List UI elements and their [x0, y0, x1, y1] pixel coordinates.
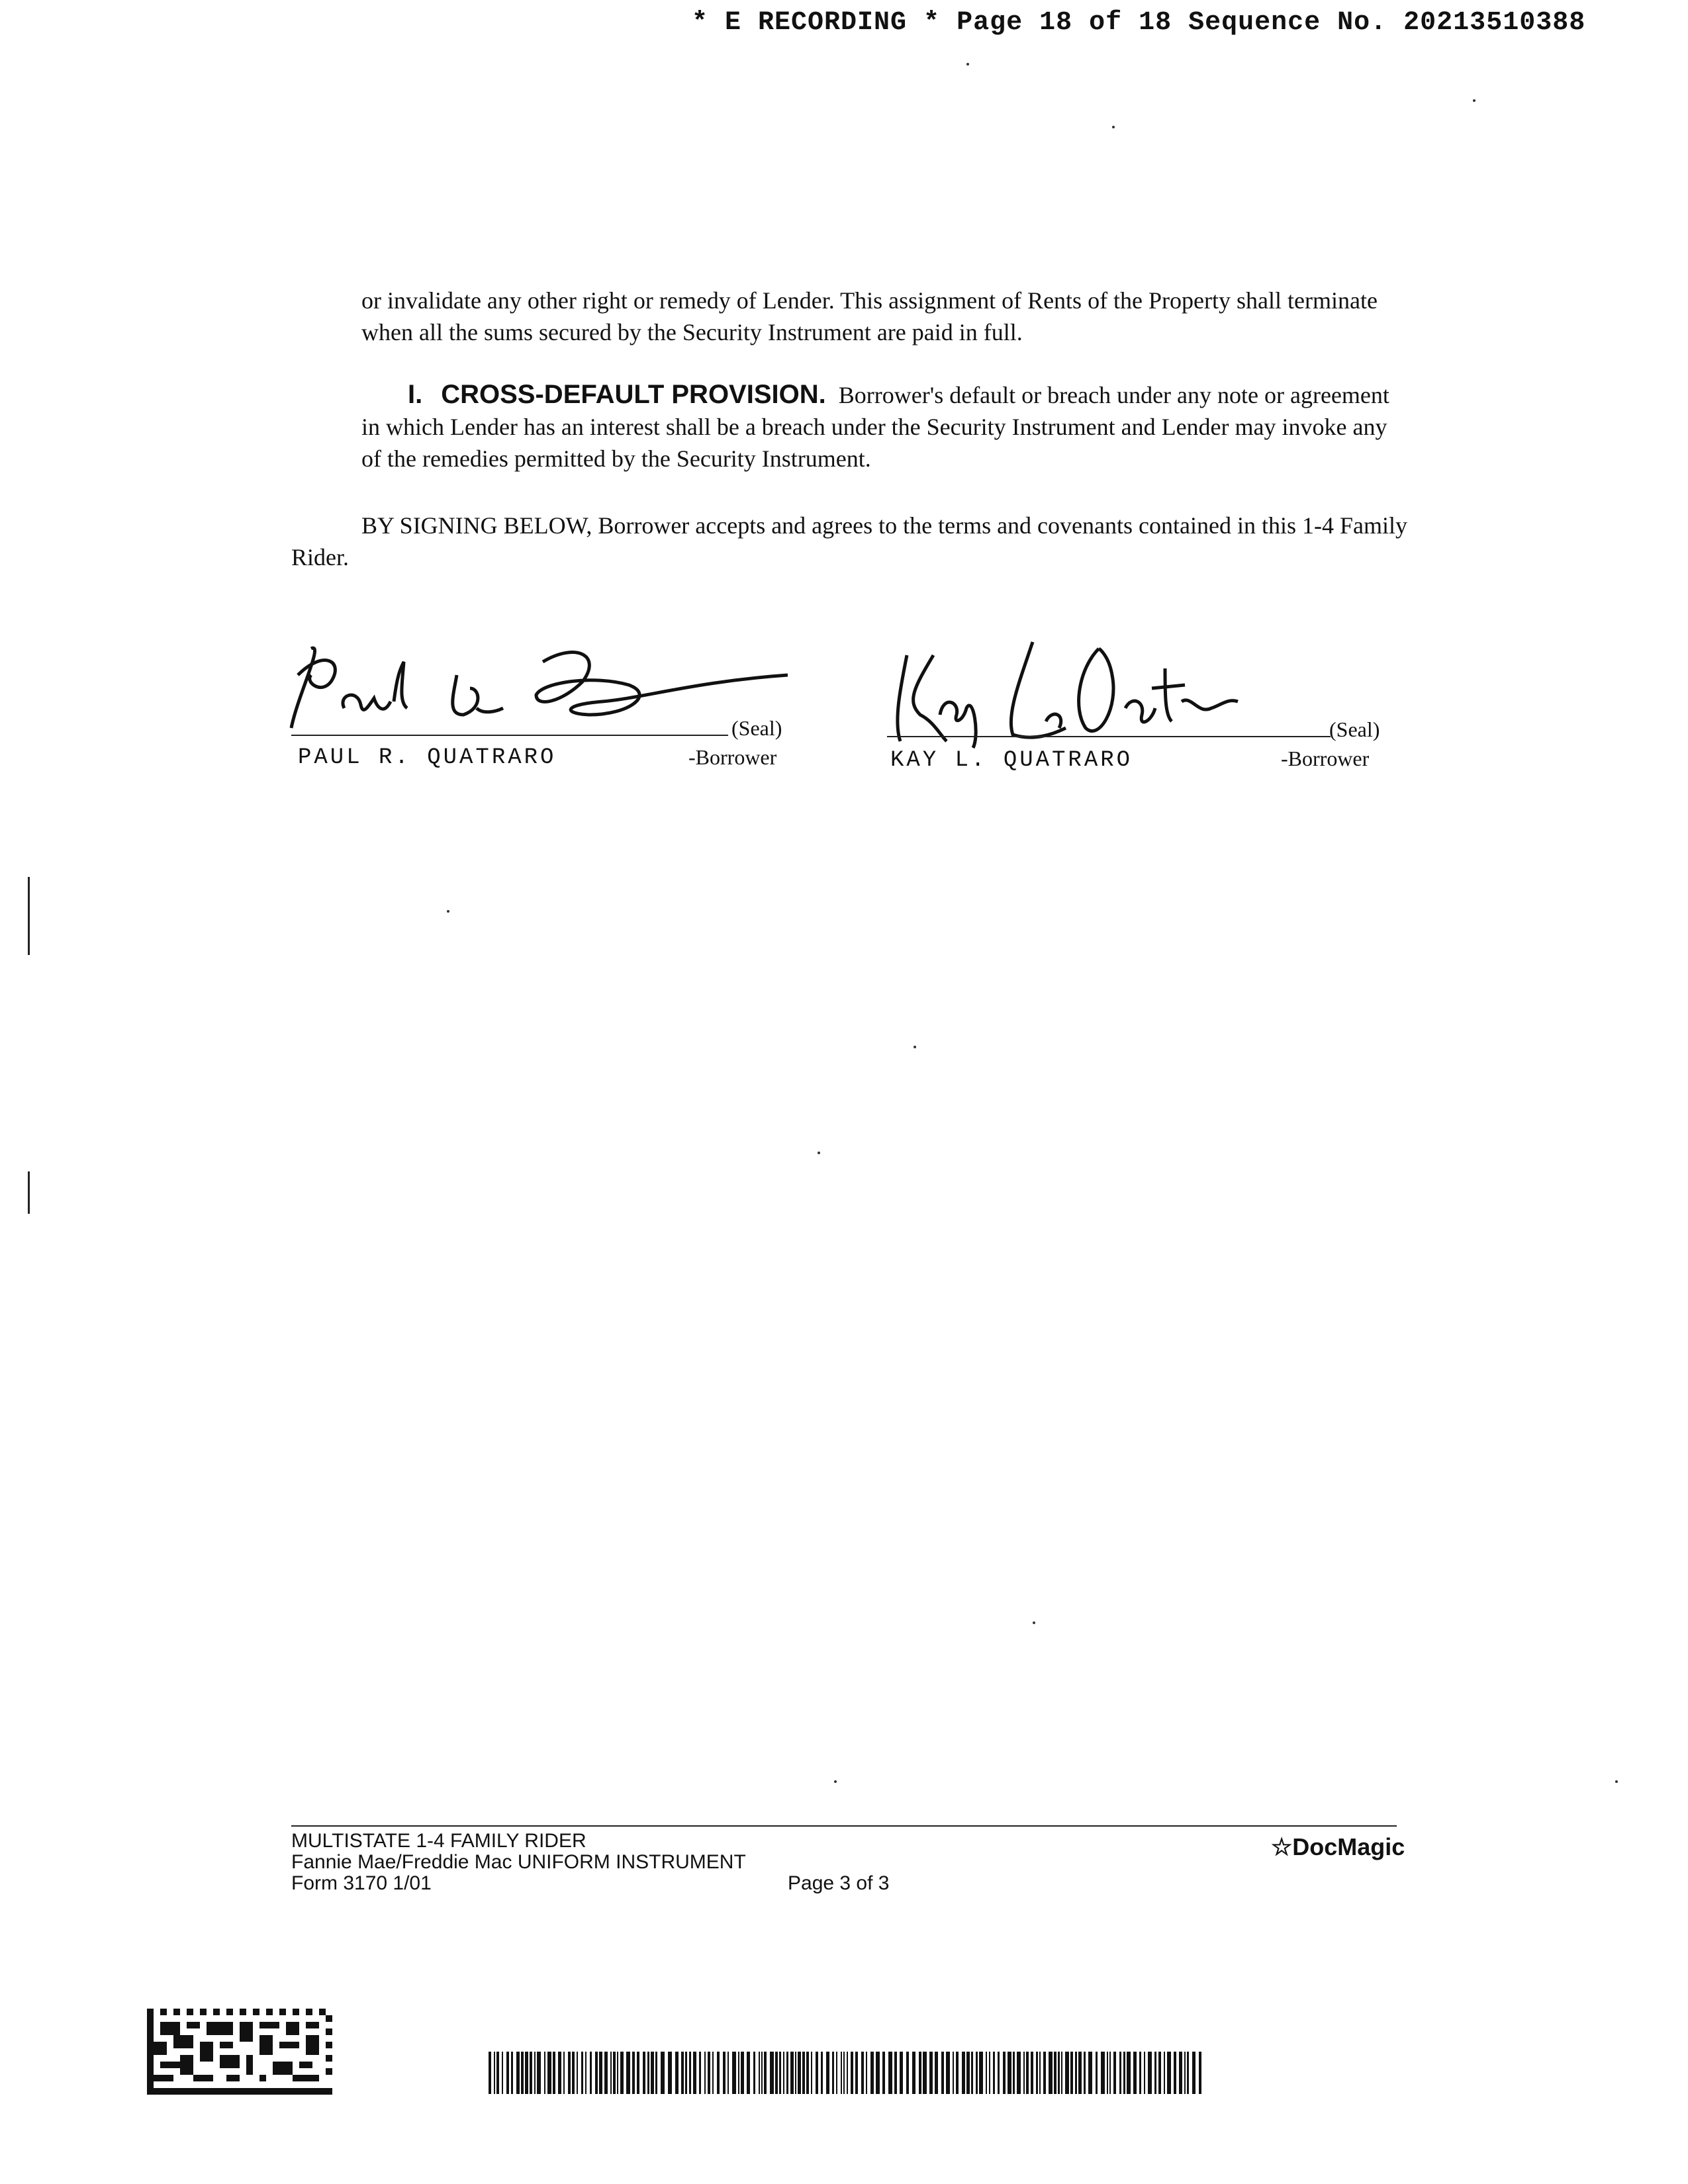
- barcode-bar: [613, 2052, 616, 2094]
- barcode-bar: [689, 2052, 691, 2094]
- barcode-bar: [1078, 2052, 1082, 2094]
- barcode-bar: [516, 2052, 520, 2094]
- barcode-bar: [847, 2052, 848, 2094]
- barcode-bar: [1107, 2052, 1108, 2094]
- barcode-bar: [946, 2052, 950, 2094]
- barcode-bar: [568, 2052, 571, 2094]
- barcode-bar: [1043, 2052, 1046, 2094]
- barcode-bar: [841, 2052, 842, 2094]
- barcode-bar: [1187, 2052, 1189, 2094]
- barcode-bar: [704, 2052, 706, 2094]
- barcode-bar: [521, 2052, 524, 2094]
- barcode-bar: [599, 2052, 602, 2094]
- barcode-bar: [764, 2052, 767, 2094]
- barcode-bar: [962, 2052, 965, 2094]
- barcode-bar: [966, 2052, 970, 2094]
- barcode-bar: [1036, 2052, 1038, 2094]
- barcode-bar: [647, 2052, 649, 2094]
- barcode-bar: [1088, 2052, 1092, 2094]
- barcode-bar: [935, 2052, 938, 2094]
- section-text: Borrower's default or breach under any note or agreement in which Lender has an interest shall be a breach under the Security Instrument and Lender may invoke any of the remedies permitted by the Security Instrument.: [361, 382, 1389, 472]
- barcode-bar: [998, 2052, 1000, 2094]
- barcode-bar: [1039, 2052, 1041, 2094]
- scan-speck: [966, 63, 969, 66]
- scan-speck: [818, 1152, 820, 1154]
- recording-stamp: * E RECORDING * Page 18 of 18 Sequence No. 20213510388: [692, 8, 1586, 38]
- barcode-bar: [675, 2052, 679, 2094]
- docmagic-logo: [1271, 1833, 1405, 1861]
- cross-default-paragraph: [361, 379, 1407, 475]
- signature-line: [887, 736, 1331, 737]
- barcode-bar: [1192, 2052, 1196, 2094]
- barcode-bar: [685, 2052, 687, 2094]
- barcode-bar: [989, 2052, 990, 2094]
- barcode-bar: [979, 2052, 983, 2094]
- barcode-bar: [1084, 2052, 1086, 2094]
- seal-label: (Seal): [1329, 717, 1380, 741]
- borrower-role: -Borrower: [688, 745, 777, 769]
- barcode-bar: [1075, 2052, 1077, 2094]
- qr-code-icon: [147, 2009, 332, 2095]
- barcode-bar: [861, 2052, 864, 2094]
- barcode-bar: [661, 2052, 665, 2094]
- barcode-bar: [993, 2052, 995, 2094]
- docmagic-logo-text: DocMagic: [1292, 1833, 1405, 1860]
- barcode-bar: [581, 2052, 583, 2094]
- barcode-bar: [1174, 2052, 1176, 2094]
- barcode-bar: [1017, 2052, 1021, 2094]
- barcode-bar: [832, 2052, 834, 2094]
- barcode-bar: [1154, 2052, 1156, 2094]
- barcode-bar: [732, 2052, 736, 2094]
- barcode-bar: [912, 2052, 915, 2094]
- barcode-bar: [753, 2052, 755, 2094]
- barcode-bar: [1164, 2052, 1165, 2094]
- form-number: Form 3170 1/01: [291, 1872, 432, 1894]
- barcode-bar: [1096, 2052, 1098, 2094]
- barcode-bar: [816, 2052, 818, 2094]
- barcode-bar: [525, 2052, 528, 2094]
- barcode-bar: [1199, 2052, 1201, 2094]
- barcode-bar: [986, 2052, 987, 2094]
- barcode-bar: [761, 2052, 763, 2094]
- borrower-printed-name: KAY L. QUATRARO: [890, 748, 1133, 773]
- barcode-bar: [770, 2052, 774, 2094]
- barcode-bar: [643, 2052, 645, 2094]
- barcode-bar: [712, 2052, 714, 2094]
- barcode-bar: [923, 2052, 927, 2094]
- barcode-bar: [906, 2052, 909, 2094]
- barcode-bar: [747, 2052, 750, 2094]
- barcode-bar: [723, 2052, 726, 2094]
- barcode-bar: [779, 2052, 781, 2094]
- barcode-bar: [929, 2052, 933, 2094]
- barcode-bar: [738, 2052, 739, 2094]
- barcode-bar: [502, 2052, 503, 2094]
- star-icon: ☆: [1271, 1833, 1293, 1860]
- barcode-bar: [553, 2052, 555, 2094]
- barcode-bar: [1061, 2052, 1062, 2094]
- barcode-bar: [956, 2052, 959, 2094]
- barcode-bar: [530, 2052, 532, 2094]
- barcode-bar: [1031, 2052, 1033, 2094]
- barcode-bar: [604, 2052, 608, 2094]
- form-title: MULTISTATE 1-4 FAMILY RIDER: [291, 1830, 586, 1852]
- barcode-bar: [741, 2052, 744, 2094]
- barcode-bar: [976, 2052, 978, 2094]
- barcode-bar: [626, 2052, 630, 2094]
- barcode-bar: [775, 2052, 778, 2094]
- barcode-bar: [537, 2052, 541, 2094]
- barcode-bar: [1144, 2052, 1145, 2094]
- barcode-bar: [1054, 2052, 1056, 2094]
- barcode-bar: [1139, 2052, 1141, 2094]
- barcode-bar: [870, 2052, 874, 2094]
- section-number: I.: [408, 380, 423, 409]
- barcode-bar: [1158, 2052, 1161, 2094]
- barcode-bar: [821, 2052, 823, 2094]
- scan-edge-mark: [28, 877, 30, 955]
- barcode-bar: [496, 2052, 499, 2094]
- barcode-bar: [1109, 2052, 1111, 2094]
- barcode-bar: [1003, 2052, 1006, 2094]
- barcode-bar: [802, 2052, 805, 2094]
- barcode-bar: [919, 2052, 921, 2094]
- barcode-bar: [632, 2052, 635, 2094]
- barcode-bar: [851, 2052, 853, 2094]
- seal-label: (Seal): [731, 716, 782, 740]
- barcode-bar: [1167, 2052, 1171, 2094]
- barcode-bar: [798, 2052, 801, 2094]
- barcode-bar: [637, 2052, 639, 2094]
- barcode-bar: [876, 2052, 880, 2094]
- barcode-bar: [1119, 2052, 1121, 2094]
- barcode-bar: [1058, 2052, 1060, 2094]
- barcode-bar: [558, 2052, 561, 2094]
- barcode-bar: [681, 2052, 684, 2094]
- barcode-bar: [620, 2052, 624, 2094]
- borrower-role: -Borrower: [1281, 747, 1370, 770]
- borrower-printed-name: PAUL R. QUATRARO: [298, 745, 557, 770]
- barcode-bar: [577, 2052, 578, 2094]
- barcode-bar: [534, 2052, 536, 2094]
- barcode-bar: [836, 2052, 837, 2094]
- form-subtitle: Fannie Mae/Freddie Mac UNIFORM INSTRUMENT: [291, 1851, 746, 1873]
- barcode-bar: [894, 2052, 897, 2094]
- page-number: Page 3 of 3: [788, 1872, 890, 1894]
- barcode-bar: [590, 2052, 592, 2094]
- barcode-bar: [563, 2052, 565, 2094]
- barcode-bar: [708, 2052, 710, 2094]
- barcode-bar: [727, 2052, 729, 2094]
- barcode-bar: [651, 2052, 654, 2094]
- barcode-bar: [494, 2052, 495, 2094]
- barcode-bar: [506, 2052, 509, 2094]
- barcode-bar: [941, 2052, 944, 2094]
- barcode-bar: [610, 2052, 612, 2094]
- paragraph-continuation: or invalidate any other right or remedy of Lender. This assignment of Rents of the Property shall terminate when all the sums secured by the Security Instrument are paid in full.: [361, 287, 1378, 345]
- barcode-bar: [585, 2052, 586, 2094]
- barcode-bar: [900, 2052, 903, 2094]
- barcode-bar: [1123, 2052, 1125, 2094]
- barcode-bar: [717, 2052, 720, 2094]
- barcode-bar: [544, 2052, 545, 2094]
- scan-edge-mark: [28, 1171, 30, 1214]
- barcode-bar: [617, 2052, 618, 2094]
- barcode-icon: [489, 2052, 1203, 2094]
- barcode-bar: [1070, 2052, 1073, 2094]
- scan-speck: [914, 1046, 916, 1048]
- barcode-bar: [595, 2052, 598, 2094]
- barcode-bar: [866, 2052, 867, 2094]
- footer-rule: [291, 1825, 1397, 1827]
- barcode-bar: [843, 2052, 845, 2094]
- barcode-bar: [855, 2052, 858, 2094]
- scan-speck: [1112, 126, 1115, 128]
- barcode-bar: [511, 2052, 513, 2094]
- barcode-bar: [1065, 2052, 1069, 2094]
- barcode-bar: [699, 2052, 701, 2094]
- barcode-bar: [572, 2052, 575, 2094]
- barcode-bar: [1148, 2052, 1152, 2094]
- barcode-bar: [1013, 2052, 1015, 2094]
- barcode-bar: [655, 2052, 657, 2094]
- barcode-bar: [547, 2052, 551, 2094]
- barcode-bar: [693, 2052, 696, 2094]
- signing-statement: BY SIGNING BELOW, Borrower accepts and agrees to the terms and covenants contained in this 1-4 Family Rider.: [291, 512, 1407, 570]
- barcode-bar: [1127, 2052, 1131, 2094]
- barcode-bar: [1179, 2052, 1182, 2094]
- barcode-bar: [1101, 2052, 1105, 2094]
- barcode-bar: [1049, 2052, 1053, 2094]
- barcode-bar: [811, 2052, 812, 2094]
- barcode-bar: [1008, 2052, 1011, 2094]
- barcode-bar: [1023, 2052, 1025, 2094]
- scan-speck: [1033, 1621, 1035, 1624]
- barcode-bar: [826, 2052, 829, 2094]
- barcode-bar: [795, 2052, 796, 2094]
- signature-line: [291, 735, 728, 736]
- barcode-bar: [971, 2052, 973, 2094]
- barcode-bar: [1113, 2052, 1116, 2094]
- scan-speck: [447, 910, 449, 913]
- scan-speck: [1615, 1780, 1618, 1783]
- barcode-bar: [1133, 2052, 1137, 2094]
- barcode-bar: [882, 2052, 885, 2094]
- barcode-bar: [786, 2052, 788, 2094]
- barcode-bar: [790, 2052, 794, 2094]
- barcode-bar: [953, 2052, 954, 2094]
- barcode-bar: [888, 2052, 892, 2094]
- barcode-bar: [1184, 2052, 1186, 2094]
- barcode-bar: [489, 2052, 491, 2094]
- barcode-bar: [759, 2052, 760, 2094]
- barcode-bar: [668, 2052, 672, 2094]
- barcode-bar: [783, 2052, 784, 2094]
- barcode-bar: [1026, 2052, 1029, 2094]
- section-heading: CROSS-DEFAULT PROVISION.: [441, 380, 826, 409]
- barcode-bar: [806, 2052, 809, 2094]
- scan-speck: [1473, 99, 1476, 102]
- scan-speck: [834, 1780, 837, 1783]
